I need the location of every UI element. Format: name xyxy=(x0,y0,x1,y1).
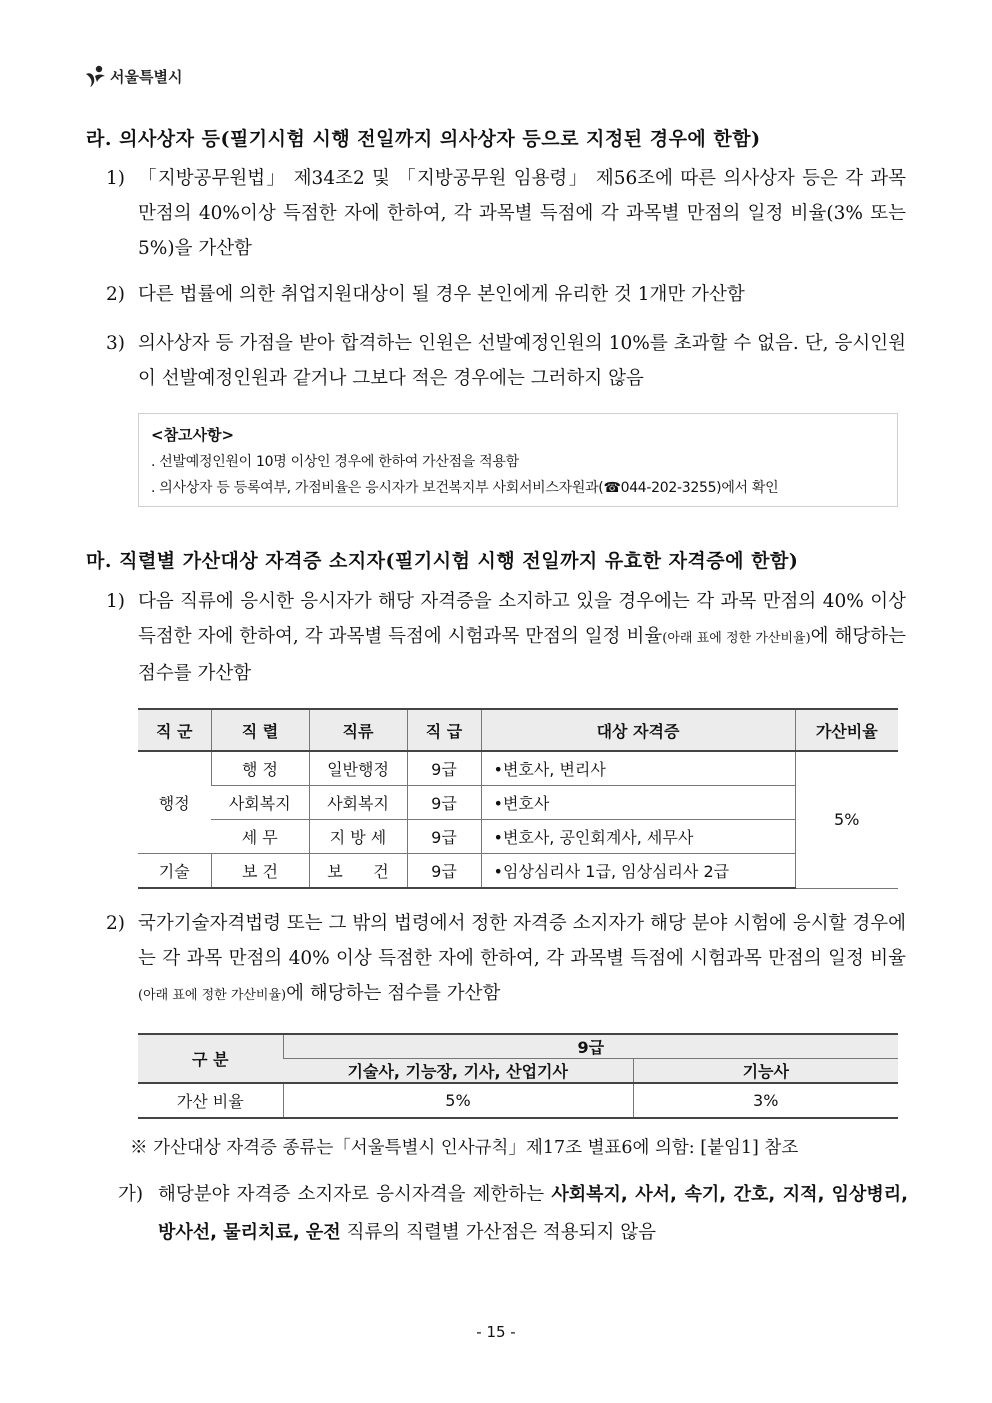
item-number: 1) xyxy=(106,591,125,612)
table-row xyxy=(138,786,898,820)
item-number: 3) xyxy=(106,333,125,354)
item-text-small: (아래 표에 정한 가산비율) xyxy=(662,631,811,646)
col-header: 직 군 xyxy=(138,709,211,751)
cert-bonus-table xyxy=(138,708,898,889)
col-header: 대상 자격증 xyxy=(481,709,795,751)
col-header: 직 급 xyxy=(407,709,481,751)
ma-item-2 xyxy=(106,906,906,1013)
ra-item-1 xyxy=(106,161,906,266)
series-cell: 보 건 xyxy=(211,854,309,889)
table-header-row xyxy=(138,709,898,751)
col-header: 직 렬 xyxy=(211,709,309,751)
reference-title: <참고사항> xyxy=(151,426,235,444)
cert-cell: •변호사, 공인회계사, 세무사 xyxy=(481,820,795,854)
cert-cell: •임상심리사 1급, 임상심리사 2급 xyxy=(481,854,795,889)
item-text xyxy=(138,584,906,691)
item-text-post: 직류의 직렬별 가산점은 적용되지 않음 xyxy=(340,1222,657,1243)
ma-item-1 xyxy=(106,584,906,691)
col-header: 직류 xyxy=(309,709,407,751)
item-text-pre: 해당분야 자격증 소지자로 응시자격을 제한하는 xyxy=(158,1184,552,1205)
logo-text: 서울특별시 xyxy=(110,67,183,86)
seoul-logo-icon xyxy=(84,64,106,88)
col-header: 구 분 xyxy=(138,1034,283,1083)
reference-line: . 선발예정인원이 10명 이상인 경우에 한하여 가산점을 적용함 xyxy=(151,454,519,470)
item-number: 2) xyxy=(106,913,125,934)
value-cell: 3% xyxy=(633,1083,898,1118)
col-header: 9급 xyxy=(283,1034,898,1059)
col-header: 기능사 xyxy=(633,1059,898,1084)
table-row xyxy=(138,854,898,889)
section-ra-heading: 라. 의사상자 등(필기시험 시행 전일까지 의사상자 등으로 지정된 경우에 한함) xyxy=(86,128,761,150)
cert-note: ※ 가산대상 자격증 종류는「서울특별시 인사규칙」제17조 별표6에 의함: [붙임1] 참조 xyxy=(130,1138,799,1158)
value-cell: 5% xyxy=(283,1083,633,1118)
item-text-tail: 에 해당하는 점수를 가산함 xyxy=(286,983,501,1004)
cert-cell: •변호사 xyxy=(481,786,795,820)
series-cell: 사회복지 xyxy=(211,786,309,820)
series-cell: 세 무 xyxy=(211,820,309,854)
item-number: 2) xyxy=(106,284,125,305)
item-text: 「지방공무원법」 제34조2 및 「지방공무원 임용령」 제56조에 따른 의사상자 등은 각 과목 만점의 40%이상 득점한 자에 한하여, 각 과목별 득점에 각 과목별 만점의 일정 비율(3% 또는 5%)을 가산함 xyxy=(138,168,906,259)
rate-cell: 5% xyxy=(795,751,898,888)
kind-cell: 일반행정 xyxy=(309,751,407,786)
item-text-tail: 에 해당하는 점수를 가산함 xyxy=(138,626,906,684)
seoul-logo xyxy=(84,64,182,88)
cert-cell: •변호사, 변리사 xyxy=(481,751,795,786)
col-header: 가산비율 xyxy=(795,709,898,751)
item-text: 다른 법률에 의한 취업지원대상이 될 경우 본인에게 유리한 것 1개만 가산함 xyxy=(138,284,745,305)
ga-item xyxy=(118,1176,908,1252)
row-label-cell: 가산 비율 xyxy=(138,1083,283,1118)
reference-line: . 의사상자 등 등록여부, 가점비율은 응시자가 보건복지부 사회서비스자원과(☎044-202-3255)에서 확인 xyxy=(151,480,779,496)
table-row xyxy=(138,1083,898,1118)
grade-cell: 9급 xyxy=(407,820,481,854)
kind-cell: 사회복지 xyxy=(309,786,407,820)
item-text-bold: 임상병리, 방사선, 물리치료, 운전 xyxy=(158,1184,908,1243)
item-text-main: 다음 직류에 응시한 응시자가 해당 자격증을 소지하고 있을 경우에는 각 과목 만점의 40% 이상 득점한 자에 한하여, 각 과목별 득점에 시험과목 만점의 일정 비율 xyxy=(138,591,906,647)
item-number: 가) xyxy=(118,1184,144,1205)
table-row xyxy=(138,751,898,786)
col-header: 기술사, 기능장, 기사, 산업기사 xyxy=(283,1059,633,1084)
grade-cell: 9급 xyxy=(407,854,481,889)
reference-box xyxy=(138,413,898,507)
grade-cell: 9급 xyxy=(407,786,481,820)
item-text: 의사상자 등 가점을 받아 합격하는 인원은 선발예정인원의 10%를 초과할 수 없음. 단, 응시인원이 선발예정인원과 같거나 그보다 적은 경우에는 그러하지 않음 xyxy=(138,333,906,389)
section-ma-heading: 마. 직렬별 가산대상 자격증 소지자(필기시험 시행 전일까지 유효한 자격증에 한함) xyxy=(86,550,799,572)
series-cell: 행 정 xyxy=(211,751,309,786)
item-text-small: (아래 표에 정한 가산비율) xyxy=(138,988,287,1003)
item-text-main: 국가기술자격법령 또는 그 밖의 법령에서 정한 자격증 소지자가 해당 분야 시험에 응시할 경우에는 각 과목 만점의 40% 이상 득점한 자에 한하여, 각 과목별 득점에 시험과목 만점의 일정 비율 xyxy=(138,913,906,969)
tech-cert-table xyxy=(138,1033,898,1119)
table-row xyxy=(138,820,898,854)
table-header-row xyxy=(138,1034,898,1059)
page-number: - 15 - xyxy=(476,1323,516,1341)
grade-cell: 9급 xyxy=(407,751,481,786)
ra-item-3 xyxy=(106,326,906,396)
item-number: 1) xyxy=(106,168,125,189)
item-text xyxy=(138,906,906,1013)
kind-cell: 지 방 세 xyxy=(309,820,407,854)
group-cell: 기술 xyxy=(138,854,211,889)
group-cell: 행정 xyxy=(138,751,211,854)
item-text-bold: 사회복지, 사서, 속기, 간호, 지적, xyxy=(551,1184,825,1205)
ra-item-2 xyxy=(106,277,906,312)
kind-cell: 보 건 xyxy=(309,854,407,889)
item-text xyxy=(158,1176,908,1252)
